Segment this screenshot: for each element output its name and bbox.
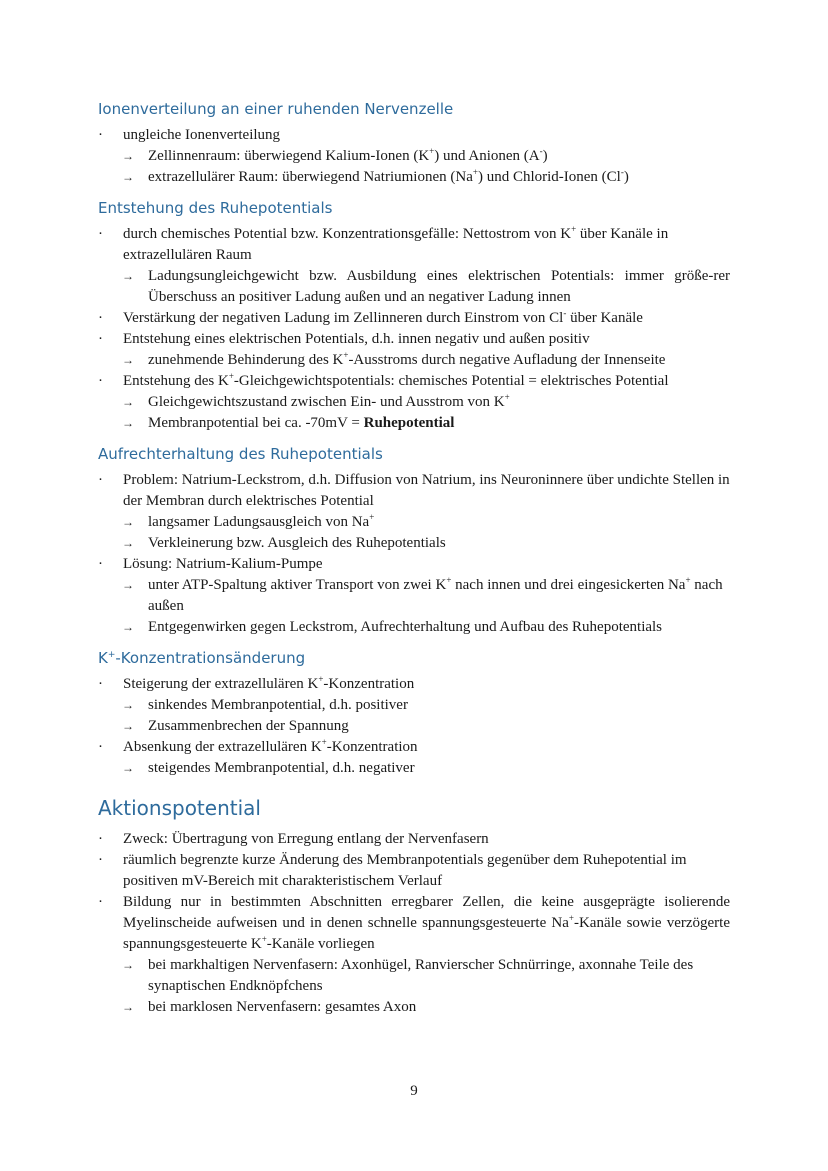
page-content [98,99,730,1018]
superscript: + [228,371,234,381]
arrow-item [98,413,730,434]
arrow-item [98,512,730,533]
bullet-marker: · [98,472,103,488]
item-text: ) [542,148,548,164]
arrow-item [98,146,730,167]
item-text: nach außen [148,577,723,614]
item-text: Lösung: Natrium-Kalium-Pumpe [123,556,323,572]
bullet-item [98,470,730,512]
item-text: über Kanäle [566,310,643,326]
arrow-item [98,758,730,779]
arrow-item [98,350,730,371]
bullet-item [98,554,730,575]
item-text: Entgegenwirken gegen Leckstrom, Aufrechterhaltung und Aufbau des Ruhepotentials [148,619,663,635]
bullet-marker: · [98,373,103,389]
bullet-marker: · [98,226,103,242]
bullet-item [98,829,730,850]
item-text: langsamer Ladungsausgleich von Na [148,514,370,530]
bullet-marker: · [98,894,103,910]
bullet-marker: · [98,310,103,326]
bullet-marker: · [98,852,103,868]
bullet-marker: · [98,739,103,755]
item-text: ) und Anionen (A [434,148,540,164]
item-text: Zellinnenraum: überwiegend Kalium-Ionen (K [148,148,430,164]
superscript: + [446,575,452,585]
item-text: steigendes Membranpotential, d.h. negativer [148,760,415,776]
arrow-item [98,575,730,617]
section-heading-k-konzentration [98,648,730,668]
item-text: -Ausstroms durch negative Aufladung der Innenseite [348,352,666,368]
arrow-marker: → [122,416,134,430]
item-text: Entstehung eines elektrischen Potentials, d.h. innen negativ und außen positiv [123,331,590,347]
spacer [98,638,730,648]
superscript: + [343,350,349,360]
item-text: räumlich begrenzte kurze Änderung des Membranpotentials gegenüber dem Ruhepotential im positiven mV-Bereich mit charakteristischem Verlauf [123,852,687,889]
item-text: Entstehung des K [123,373,229,389]
arrow-marker: → [122,719,134,733]
item-text: sinkendes Membranpotential, d.h. positiver [148,697,408,713]
superscript: - [563,308,567,318]
superscript: + [261,934,267,944]
item-text: Bildung nur in bestimmten Abschnitten erregbarer Zellen, die keine ausgeprägte isolierende Myelinscheide aufweisen und in denen schnelle spannungsgesteuerte Na [123,894,730,931]
arrow-marker: → [122,515,134,529]
arrow-marker: → [122,353,134,367]
item-text: -Gleichgewichtspotentials: chemisches Potential = elektrisches Potential [233,373,669,389]
arrow-marker: → [122,1000,134,1014]
bullet-marker: · [98,127,103,143]
spacer [98,188,730,198]
item-text: über Kanäle in extrazellulären Raum [123,226,669,263]
spacer [98,434,730,444]
item-text: bei marklosen Nervenfasern: gesamtes Axon [148,999,417,1015]
item-text: zunehmende Behinderung des K [148,352,344,368]
arrow-marker: → [122,620,134,634]
bold-term: Ruhepotential [363,415,455,431]
item-text: -Kanäle sowie verzögerte spannungsgesteuerte K [123,915,730,952]
item-text: Zusammenbrechen der Spannung [148,718,349,734]
superscript: + [429,146,435,156]
chapter-heading-aktionspotential: Aktionspotential [98,796,261,820]
superscript: + [472,167,478,177]
item-text: Gleichgewichtszustand zwischen Ein- und Ausstrom von K [148,394,505,410]
bullet-item [98,371,730,392]
heading-text: K [98,649,108,667]
item-text: -Konzentration [326,739,418,755]
item-text: extrazellulärer Raum: überwiegend Natriumionen (Na [148,169,473,185]
arrow-marker: → [122,536,134,550]
item-text: Problem: Natrium-Leckstrom, d.h. Diffusion von Natrium, ins Neuroninnere über undichte Stellen in der Membran durch elektrisches Potential [123,472,730,509]
item-text: Membranpotential bei ca. -70mV = [148,415,364,431]
arrow-marker: → [122,761,134,775]
item-text: unter ATP-Spaltung aktiver Transport von zwei K [148,577,447,593]
arrow-item [98,997,730,1018]
superscript: + [107,650,116,660]
item-text: Verkleinerung bzw. Ausgleich des Ruhepotentials [148,535,446,551]
superscript: - [620,167,624,177]
bullet-marker: · [98,556,103,572]
bullet-item [98,125,730,146]
arrow-item [98,617,730,638]
arrow-item [98,167,730,188]
item-text: Zweck: Übertragung von Erregung entlang der Nervenfasern [123,831,489,847]
superscript: + [504,392,510,402]
arrow-marker: → [122,149,134,163]
superscript: + [568,913,574,923]
bullet-marker: · [98,831,103,847]
arrow-marker: → [122,578,134,592]
superscript: + [321,737,327,747]
bullet-marker: · [98,676,103,692]
arrow-marker: → [122,269,134,283]
arrow-marker: → [122,698,134,712]
bullet-item [98,737,730,758]
arrow-item [98,392,730,413]
section-heading-aufrechterhaltung: Aufrechterhaltung des Ruhepotentials [98,445,383,463]
bullet-item [98,674,730,695]
item-text: Absenkung der extrazellulären K [123,739,322,755]
arrow-item [98,266,730,308]
bullet-item [98,224,730,266]
heading-text: -Konzentrationsänderung [115,649,306,667]
item-text: durch chemisches Potential bzw. Konzentrationsgefälle: Nettostrom von K [123,226,572,242]
item-text: nach innen und drei eingesickerten Na [451,577,686,593]
superscript: + [369,512,375,522]
item-text: -Konzentration [323,676,415,692]
item-text: ungleiche Ionenverteilung [123,127,281,143]
arrow-marker: → [122,170,134,184]
arrow-item [98,955,730,997]
bullet-item [98,892,730,955]
item-text: ) und Chlorid-Ionen (Cl [477,169,621,185]
arrow-item [98,533,730,554]
item-text: Verstärkung der negativen Ladung im Zellinneren durch Einstrom von Cl [123,310,564,326]
item-text: bei markhaltigen Nervenfasern: Axonhügel, Ranvierscher Schnürringe, axonnahe Teile des synaptischen Endknöpfchens [148,957,694,994]
page-number: 9 [410,1083,418,1099]
section-heading-ionenverteilung: Ionenverteilung an einer ruhenden Nervenzelle [98,100,454,118]
arrow-item [98,695,730,716]
superscript: + [685,575,691,585]
bullet-item [98,308,730,329]
superscript: + [571,224,577,234]
arrow-marker: → [122,958,134,972]
superscript: - [539,146,543,156]
item-text: ) [623,169,629,185]
bullet-item [98,850,730,892]
section-heading-entstehung: Entstehung des Ruhepotentials [98,199,333,217]
bullet-marker: · [98,331,103,347]
bullet-item [98,329,730,350]
item-text: Ladungsungleichgewicht bzw. Ausbildung eines elektrischen Potentials: immer größe-rer Überschuss an positiver Ladung außen und an negativer Ladung innen [148,268,730,305]
item-text: -Kanäle vorliegen [266,936,375,952]
arrow-marker: → [122,395,134,409]
arrow-item [98,716,730,737]
superscript: + [318,674,324,684]
item-text: Steigerung der extrazellulären K [123,676,319,692]
